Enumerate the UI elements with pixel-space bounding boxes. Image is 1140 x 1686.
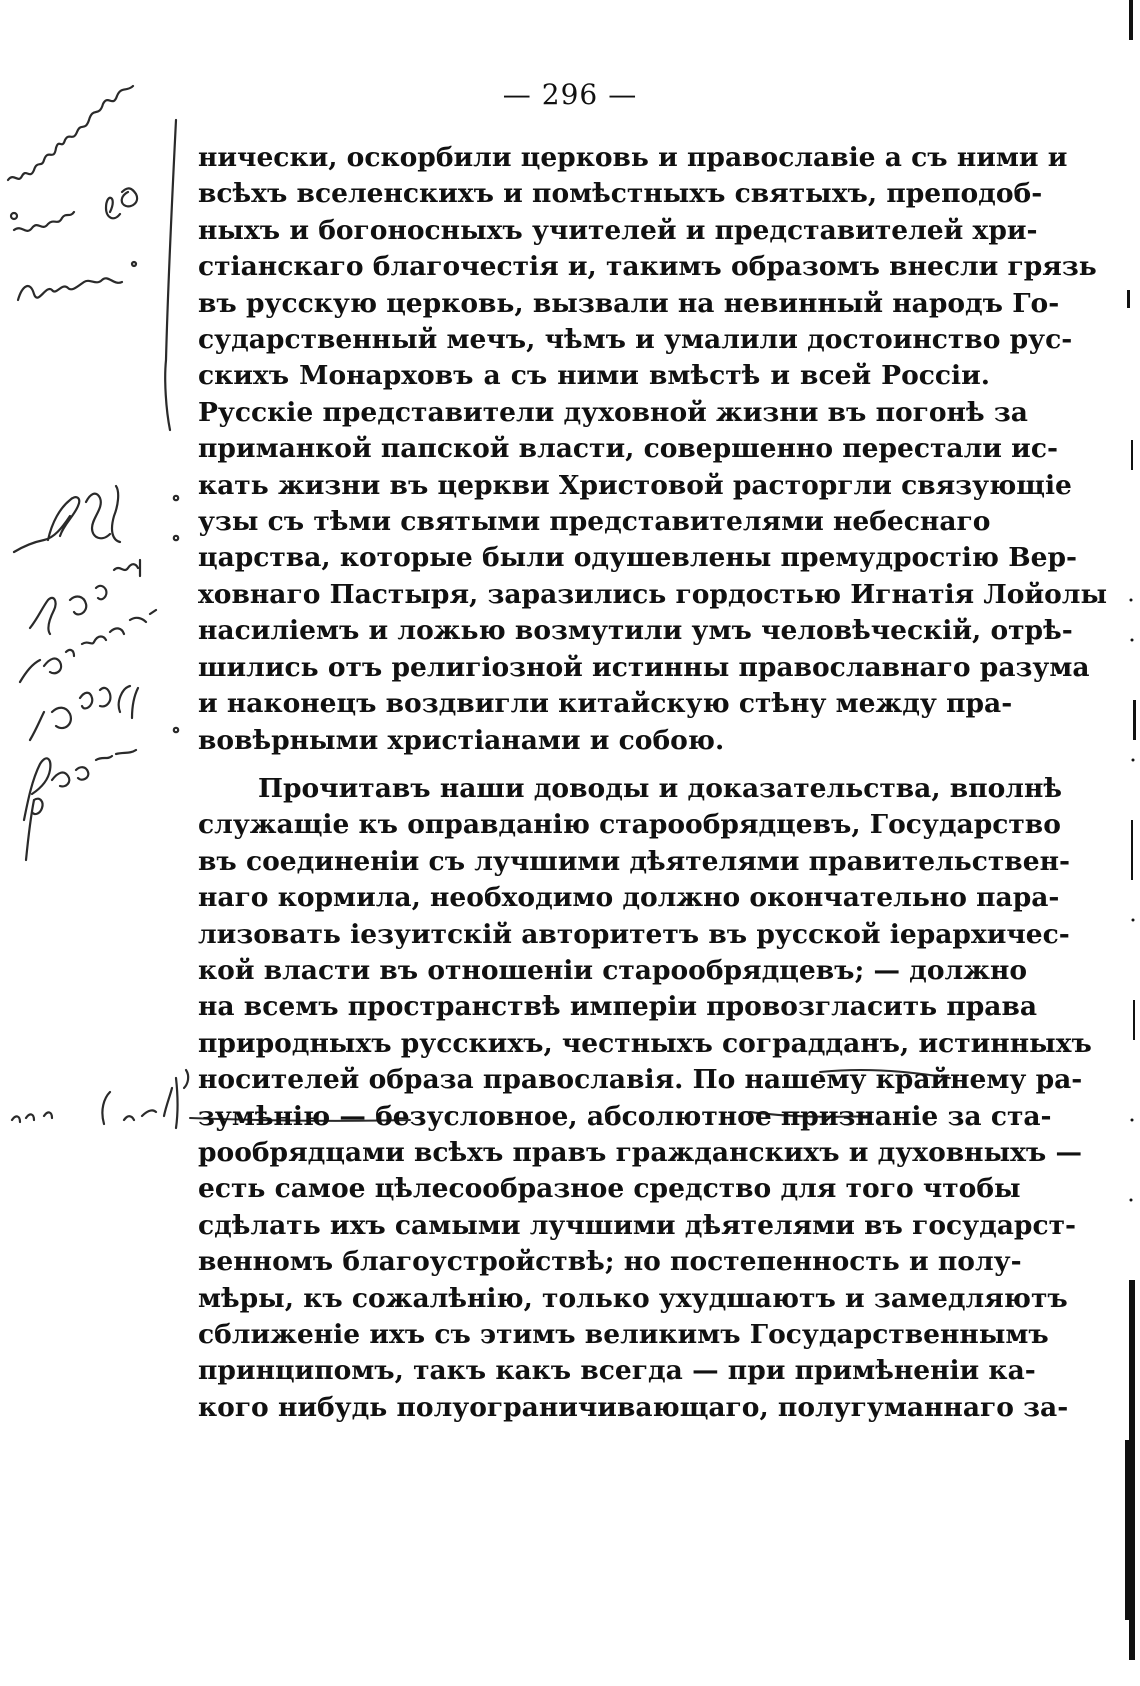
text-line: носителей образа православія. По нашему крайнему ра-	[198, 1064, 1083, 1096]
text-line: лизовать іезуитскій авторитетъ въ русской іерархичес-	[198, 918, 1070, 950]
paragraph-2	[198, 771, 1092, 1426]
text-line: въ соединеніи съ лучшими дѣятелями правительствен-	[198, 845, 1070, 877]
text-line: служащіе къ оправданію старообрядцевъ, Государство	[198, 809, 1061, 841]
scribble-dot-2	[132, 262, 136, 266]
edge-mark-6	[1133, 1000, 1135, 1040]
text-line: ныхъ и богоносныхъ учителей и представителей хри-	[198, 214, 1038, 246]
edge-mark-3	[1131, 440, 1133, 470]
scribble-1	[8, 86, 133, 180]
text-line: узы съ тѣми святыми представителями небеснаго	[198, 506, 991, 538]
text-line: и наконецъ воздвигли китайскую стѣну между пра-	[198, 688, 1013, 720]
text-line: Прочитавъ наши доводы и доказательства, вполнѣ	[258, 772, 1062, 804]
text-line: насиліемъ и ложью возмутили умъ человѣческій, отрѣ-	[198, 615, 1073, 647]
text-line: зумѣнію — безусловное, абсолютное признаніе за ста-	[198, 1100, 1052, 1132]
text-line: наго кормила, необходимо должно окончательно пара-	[198, 882, 1060, 914]
text-line: шились отъ религіозной истинны православнаго разума	[198, 651, 1090, 683]
text-line: нически, оскорбили церковь и православіе а съ ними и	[198, 142, 1068, 173]
paragraph-1	[198, 140, 1108, 759]
margin-bracket-line	[165, 120, 176, 430]
text-line: всѣхъ вселенскихъ и помѣстныхъ святыхъ, преподоб-	[198, 178, 1043, 210]
scribble-dot-1	[11, 213, 17, 219]
text-line: въ русскую церковь, вызвали на невинный народъ Го-	[198, 287, 1060, 319]
scribble-6	[20, 610, 156, 682]
scan-edge-artifacts	[1095, 0, 1140, 1686]
scribble-5	[30, 560, 140, 634]
text-line: принципомъ, такъ какъ всегда — при примѣненіи ка-	[198, 1355, 1036, 1387]
edge-dot-2	[1131, 639, 1134, 642]
scribble-3	[18, 278, 122, 300]
text-line: кого нибудь полуограничивающаго, полугуманнаго за-	[198, 1391, 1069, 1423]
handwritten-margin-notes	[0, 0, 200, 1686]
scribble-dot-3	[174, 496, 178, 500]
edge-mark-4	[1133, 700, 1136, 740]
edge-dot-1	[1130, 599, 1133, 602]
text-line: сближеніе ихъ съ этимъ великимъ Государственнымъ	[198, 1319, 1049, 1350]
scribble-dot-5	[174, 728, 178, 732]
text-line: кой власти въ отношеніи старообрядцевъ; — должно	[198, 954, 1028, 986]
scribble-10	[12, 1078, 178, 1128]
scribble-7	[30, 686, 138, 740]
scribble-9	[26, 799, 43, 860]
edge-mark-1	[1129, 0, 1133, 40]
text-line: есть самое цѣлесообразное средство для того чтобы	[198, 1173, 1021, 1205]
edge-mark-2	[1127, 290, 1130, 308]
scribble-dot-4	[174, 536, 178, 540]
text-line: сударственный мечъ, чѣмъ и умалили достоинство рус-	[198, 324, 1073, 356]
edge-dot-4	[1132, 919, 1135, 922]
text-line: стіанскаго благочестія и, такимъ образомъ внесли грязь	[198, 251, 1097, 283]
edge-mark-8	[1125, 1440, 1135, 1620]
page-number-dash-left: —	[502, 78, 532, 111]
text-line: приманкой папской власти, совершенно перестали ис-	[198, 433, 1058, 465]
text-line: вовѣрными христіанами и собою.	[198, 724, 725, 756]
text-line: сдѣлать ихъ самыми лучшими дѣятелями въ государст-	[198, 1209, 1077, 1241]
body-text	[198, 140, 1108, 1426]
text-line: царства, которые были одушевлены премудростію Вер-	[198, 542, 1077, 574]
edge-dot-3	[1132, 759, 1135, 762]
text-line: рообрядцами всѣхъ правъ гражданскихъ и духовныхъ —	[198, 1136, 1082, 1168]
text-line: скихъ Монарховъ а съ ними вмѣстѣ и всей Россіи.	[198, 360, 990, 392]
page-number-value: 296	[541, 78, 599, 111]
edge-dot-5	[1131, 1119, 1134, 1122]
text-line: венномъ благоустройствѣ; но постепенность и полу-	[198, 1246, 1022, 1278]
scribble-2	[14, 188, 137, 230]
text-line: кать жизни въ церкви Христовой расторгли связующіе	[198, 469, 1072, 501]
text-line: Русскіе представители духовной жизни въ погонѣ за	[198, 396, 1028, 428]
text-line: ховнаго Пастыря, заразились гордостью Игнатія Лойолы	[198, 578, 1108, 610]
scribble-4	[14, 486, 120, 552]
edge-dot-6	[1130, 1199, 1133, 1202]
text-line: природныхъ русскихъ, честныхъ соградданъ, истинныхъ	[198, 1027, 1092, 1059]
edge-mark-5	[1131, 820, 1133, 880]
text-line: мѣры, къ сожалѣнію, только ухудшаютъ и замедляютъ	[198, 1282, 1068, 1314]
page-number-dash-right: —	[608, 78, 638, 111]
text-line: на всемъ пространствѣ имперіи провозгласить права	[198, 991, 1038, 1023]
